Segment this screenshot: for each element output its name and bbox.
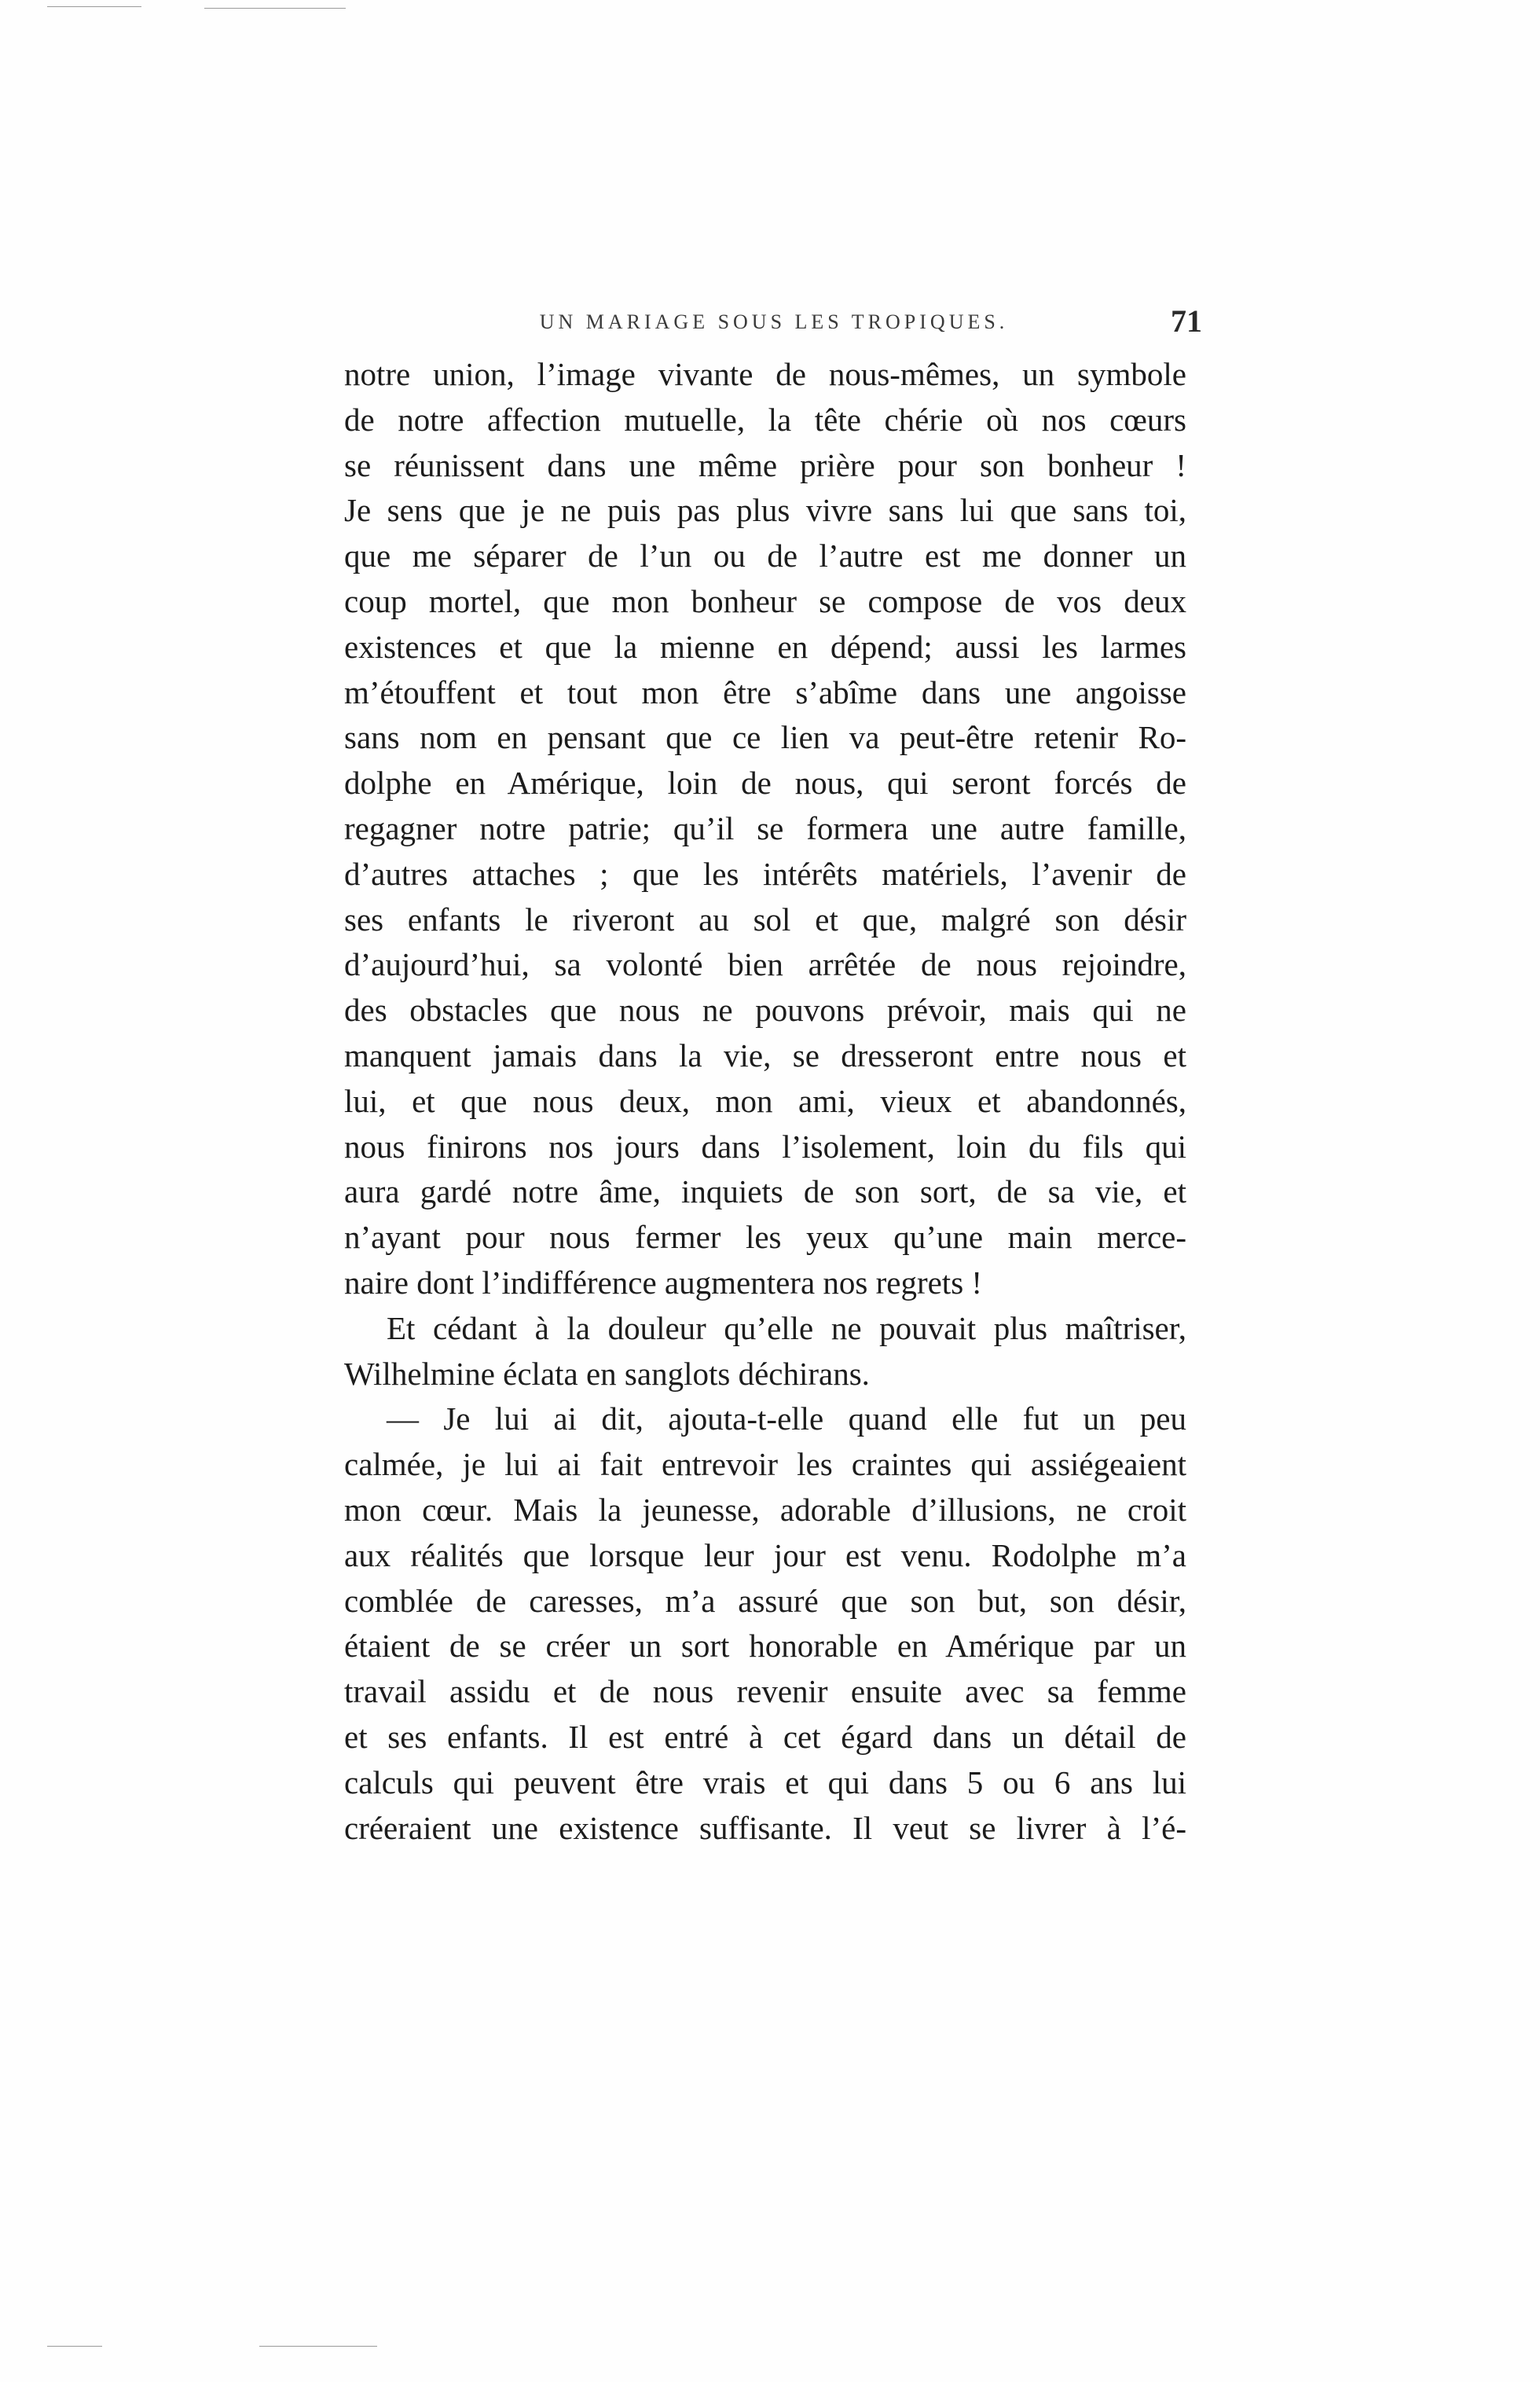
running-head: [346, 303, 1202, 342]
text-line: notre union, l’image vivante de nous-mêmes, un symbole: [344, 356, 1186, 392]
text-line: sans nom en pensant que ce lien va peut-être retenir Ro-: [344, 719, 1186, 756]
text-line: se réunissent dans une même prière pour son bonheur !: [344, 446, 1186, 483]
text-line: que me séparer de l’un ou de l’autre est me donner un: [344, 538, 1186, 574]
text-line: — Je lui ai dit, ajouta-t-elle quand elle fut un peu: [387, 1400, 1186, 1437]
text-line: nous finirons nos jours dans l’isolement, loin du fils qui: [344, 1128, 1186, 1165]
text-line: mon cœur. Mais la jeunesse, adorable d’illusions, ne croit: [344, 1491, 1186, 1528]
text-line: Je sens que je ne puis pas plus vivre sans lui que sans toi,: [344, 492, 1186, 529]
text-line: naire dont l’indifférence augmentera nos regrets !: [344, 1264, 983, 1301]
text-line: calmée, je lui ai fait entrevoir les craintes qui assiégeaient: [344, 1446, 1186, 1483]
text-line: comblée de caresses, m’a assuré que son but, son désir,: [344, 1582, 1186, 1619]
text-line: Wilhelmine éclata en sanglots déchirans.: [344, 1355, 870, 1392]
text-line: d’aujourd’hui, sa volonté bien arrêtée de nous rejoindre,: [344, 946, 1186, 983]
text-line: des obstacles que nous ne pouvons prévoir, mais qui ne: [344, 992, 1186, 1029]
text-line: calculs qui peuvent être vrais et qui dans 5 ou 6 ans lui: [344, 1764, 1186, 1800]
text-line: m’étouffent et tout mon être s’abîme dans une angoisse: [344, 673, 1186, 710]
running-title: UN MARIAGE SOUS LES TROPIQUES.: [539, 310, 1009, 333]
text-line: Et cédant à la douleur qu’elle ne pouvait plus maîtriser,: [387, 1309, 1186, 1346]
text-line: coup mortel, que mon bonheur se compose de vos deux: [344, 582, 1186, 619]
text-line: manquent jamais dans la vie, se dresseront entre nous et: [344, 1037, 1186, 1074]
text-line: ses enfants le riveront au sol et que, malgré son désir: [344, 901, 1186, 938]
scan-speck: [204, 8, 346, 9]
text-line: n’ayant pour nous fermer les yeux qu’une main merce-: [344, 1219, 1186, 1256]
scan-speck: [259, 2346, 377, 2347]
text-line: travail assidu et de nous revenir ensuite avec sa femme: [344, 1673, 1186, 1710]
text-line: lui, et que nous deux, mon ami, vieux et abandonnés,: [344, 1082, 1186, 1119]
text-line: aux réalités que lorsque leur jour est venu. Rodolphe m’a: [344, 1536, 1186, 1573]
text-line: dolphe en Amérique, loin de nous, qui seront forcés de: [344, 765, 1186, 802]
body-text: [344, 352, 1186, 1851]
text-line: de notre affection mutuelle, la tête chérie où nos cœurs: [344, 401, 1186, 438]
text-line: d’autres attaches ; que les intérêts matériels, l’avenir de: [344, 855, 1186, 892]
scan-speck: [47, 6, 141, 7]
text-line: regagner notre patrie; qu’il se formera une autre famille,: [344, 809, 1186, 846]
scan-speck: [47, 2346, 102, 2347]
text-line: existences et que la mienne en dépend; aussi les larmes: [344, 628, 1186, 665]
text-line: aura gardé notre âme, inquiets de son sort, de sa vie, et: [344, 1173, 1186, 1210]
text-line: et ses enfants. Il est entré à cet égard dans un détail de: [344, 1718, 1186, 1755]
text-line: étaient de se créer un sort honorable en Amérique par un: [344, 1628, 1186, 1664]
text-line: créeraient une existence suffisante. Il veut se livrer à l’é-: [344, 1809, 1186, 1846]
page-number: 71: [1171, 303, 1202, 339]
